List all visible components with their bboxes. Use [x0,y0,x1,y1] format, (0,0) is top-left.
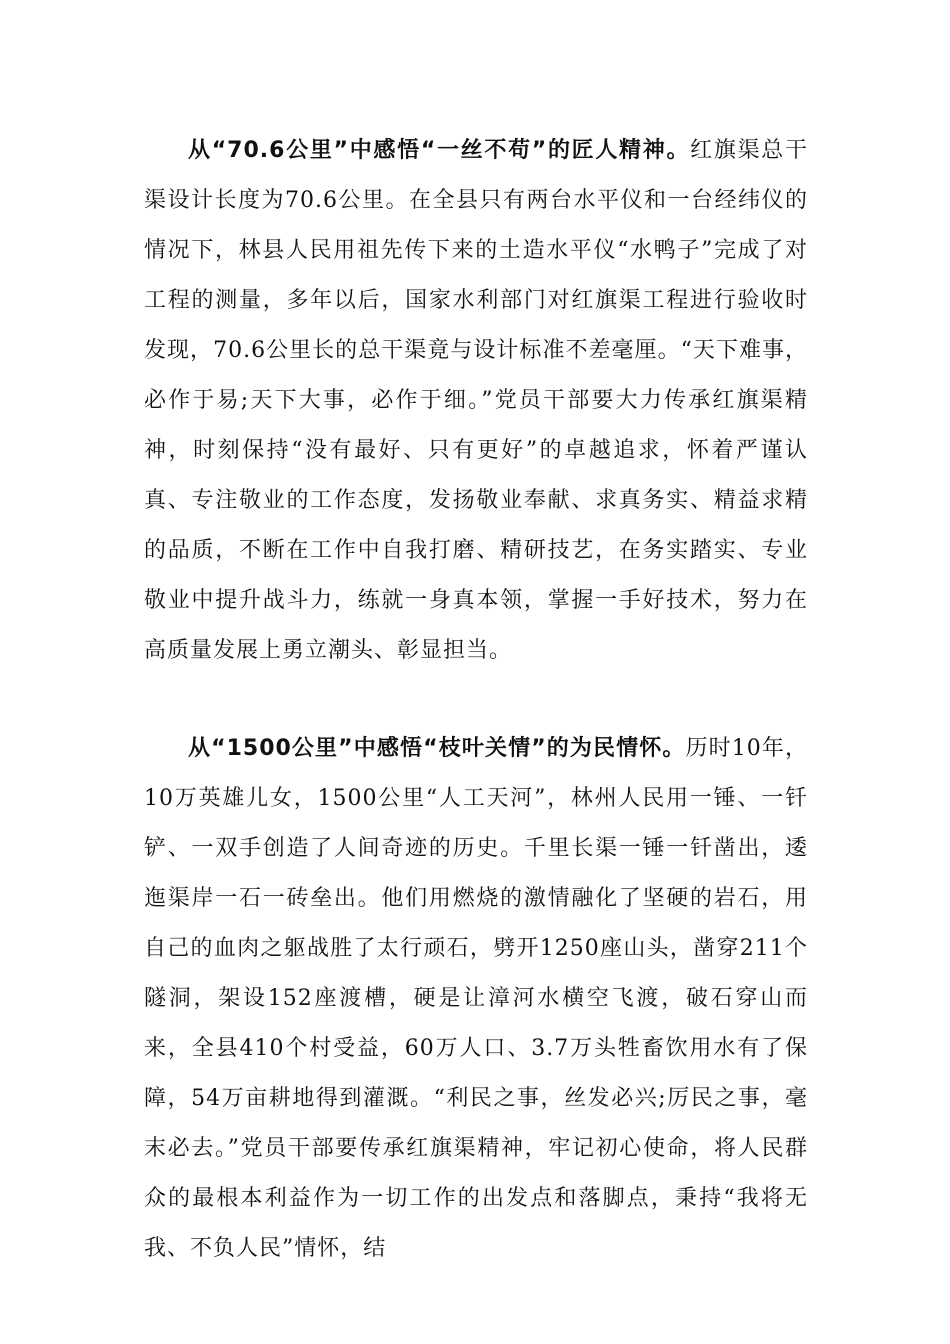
paragraph-heading: 从“70.6公里”中感悟“一丝不苟”的匠人精神。 [188,138,691,163]
paragraph-body: 历时10年，10万英雄儿女，1500公里“人工天河”，林州人民用一锤、一钎铲、一双手创造了人间奇迹的历史。千里长渠一锤一钎凿出，逶迤渠岸一石一砖垒出。他们用燃烧的激情融化了坚硬的岩石，用自己的血肉之躯战胜了太行顽石，劈开1250座山头，凿穿211个隧洞，架设152座渡槽，硬是让漳河水横空飞渡，破石穿山而来，全县410个村受益，60万人口、3.7万头牲畜饮用水有了保障，54万亩耕地得到灌溉。“利民之事，丝发必兴;厉民之事，毫末必去。”党员干部要传承红旗渠精神，牢记初心使命，将人民群众的最根本利益作为一切工作的出发点和落脚点，秉持“我将无我、不负人民”情怀，结 [144,736,808,1261]
paragraph-precision-spirit [144,126,808,676]
paragraph-people-spirit [144,724,808,1274]
paragraph-body: 红旗渠总干渠设计长度为70.6公里。在全县只有两台水平仪和一台经纬仪的情况下，林县人民用祖先传下来的土造水平仪“水鸭子”完成了对工程的测量，多年以后，国家水利部门对红旗渠工程进行验收时发现，70.6公里长的总干渠竟与设计标准不差毫厘。“天下难事，必作于易;天下大事，必作于细。”党员干部要大力传承红旗渠精神，时刻保持“没有最好、只有更好”的卓越追求，怀着严谨认真、专注敬业的工作态度，发扬敬业奉献、求真务实、精益求精的品质，不断在工作中自我打磨、精研技艺，在务实踏实、专业敬业中提升战斗力，练就一身真本领，掌握一手好技术，努力在高质量发展上勇立潮头、彰显担当。 [144,138,808,663]
paragraph-heading: 从“1500公里”中感悟“枝叶关情”的为民情怀。 [188,736,686,761]
